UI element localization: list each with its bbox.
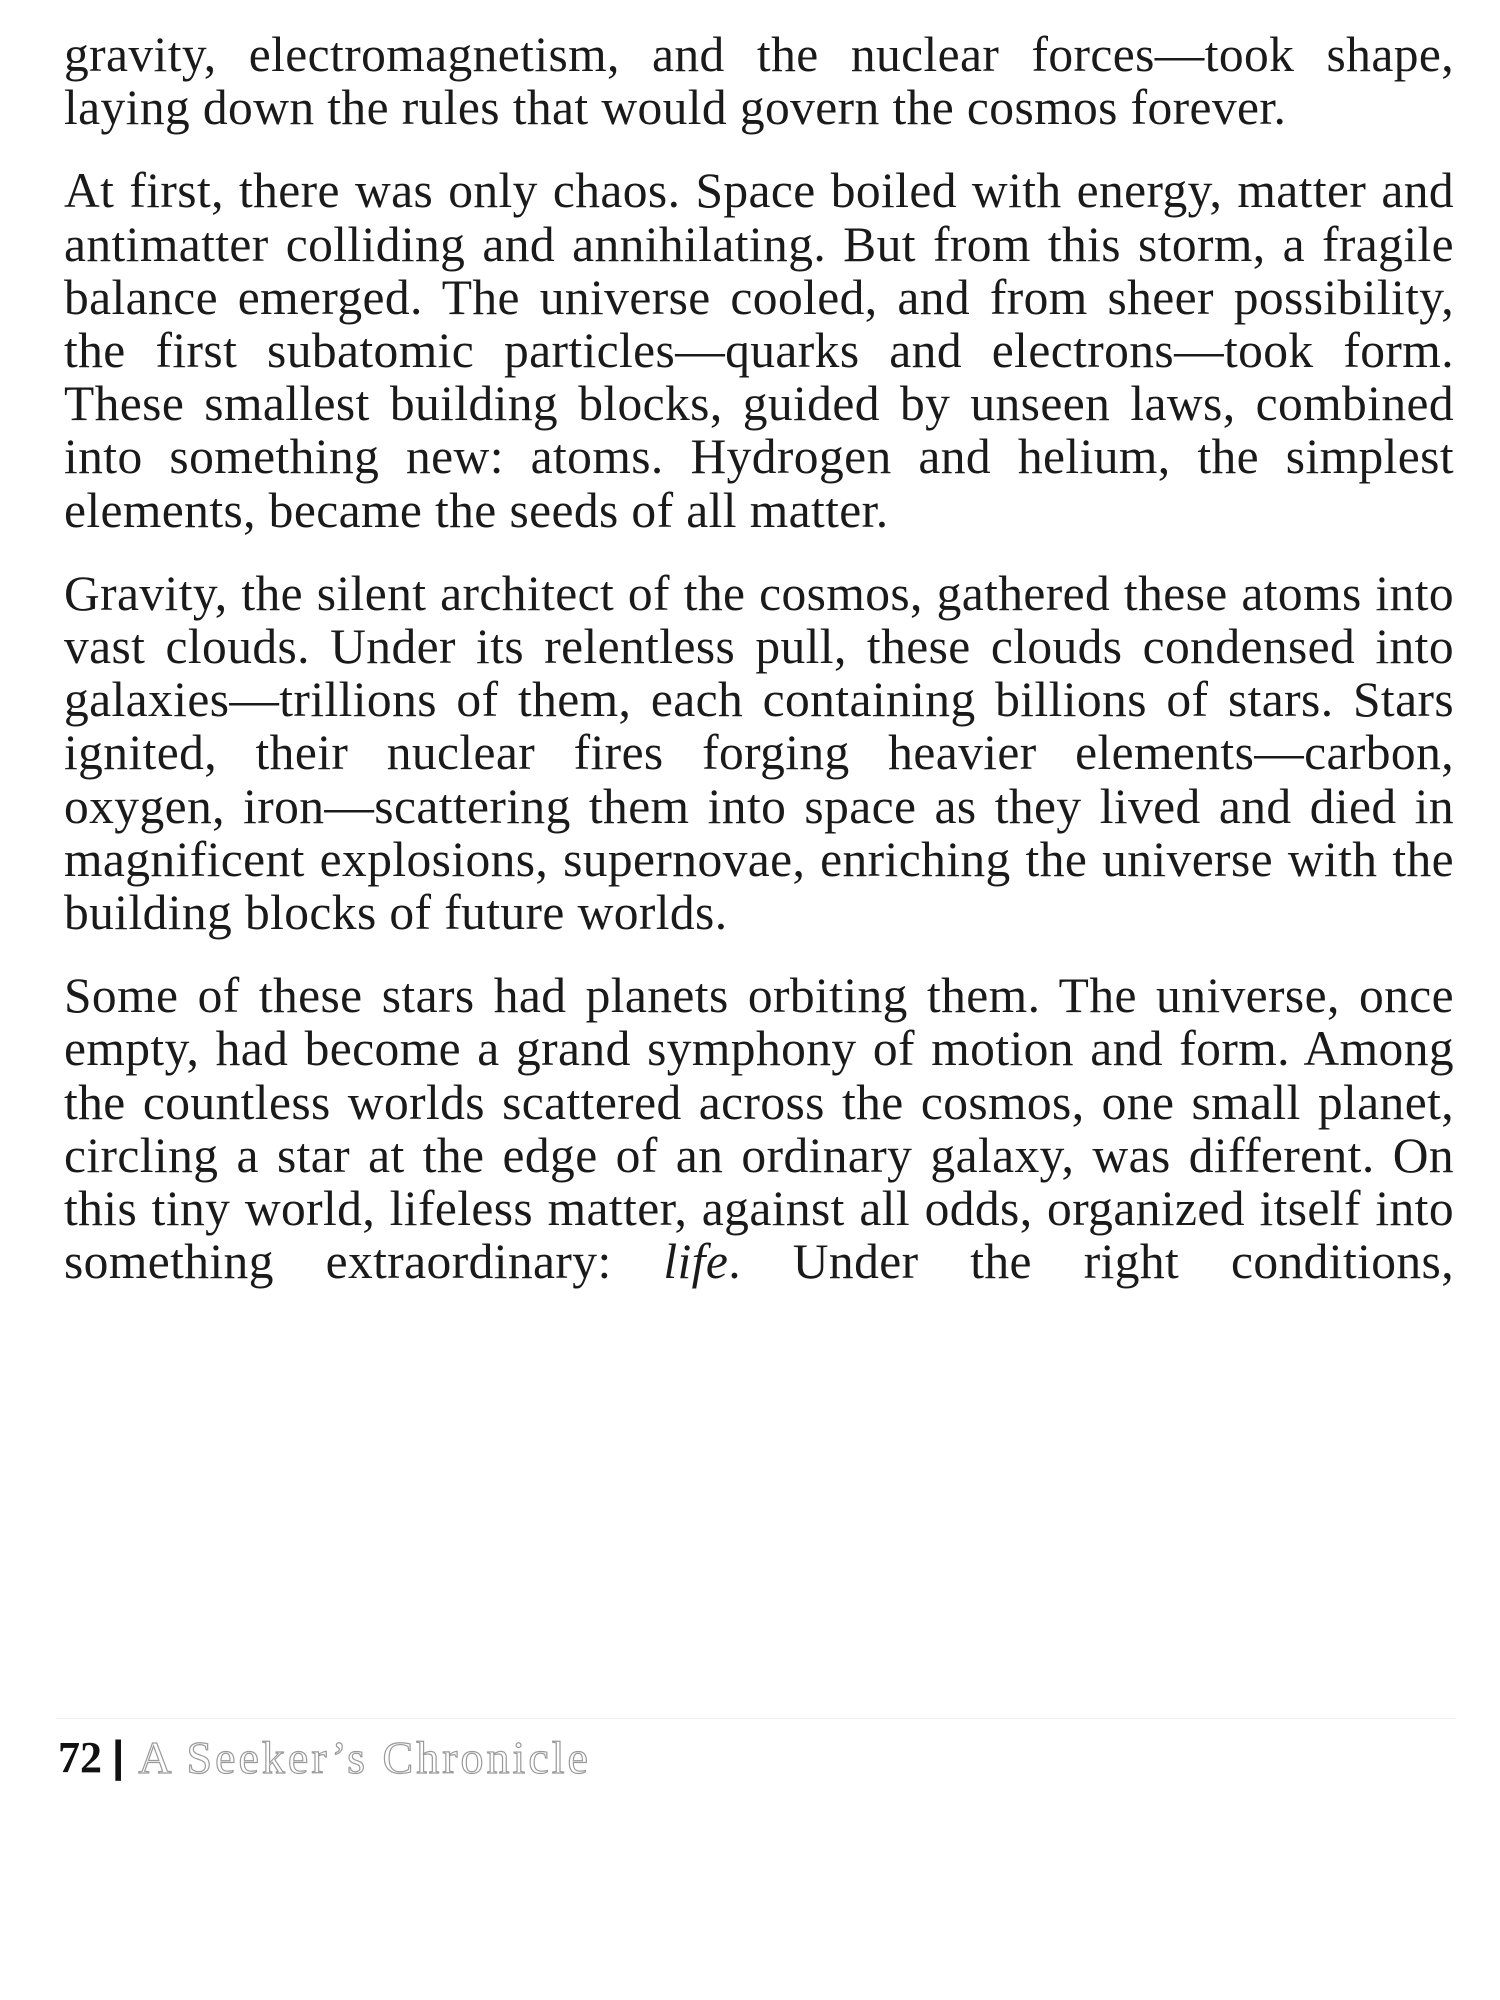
paragraph-text: Some of these stars had planets orbiting them. The universe, once empty, had become a grand symphony of motion and form. Among the countless worlds scattered across the cosmos, one small planet, circling a star at the edge of an ordinary galaxy, was different. On this tiny world, lifeless matter, against all odds, organized itself into something extraordinary: <box>64 968 1454 1290</box>
body-text <box>64 28 1454 1318</box>
paragraph <box>64 164 1454 536</box>
paragraph <box>64 28 1454 134</box>
footer-divider <box>56 1718 1456 1719</box>
italic-word: life <box>663 1234 729 1290</box>
paragraph-text-end: . Under the right conditions, <box>728 1234 1454 1290</box>
paragraph <box>64 567 1454 939</box>
paragraph-text: At first, there was only chaos. Space boiled with energy, matter and antimatter colliding and annihilating. But from this storm, a fragile balance emerged. The universe cooled, and from sheer possibility, the first subatomic particles—quarks and electrons—took form. These smallest building blocks, guided by unseen laws, combined into something new: atoms. Hydrogen and helium, the simplest elements, became the seeds of all matter. <box>64 163 1454 538</box>
page-number: 72 <box>58 1732 102 1782</box>
page-footer <box>58 1722 591 1792</box>
footer-separator: | <box>112 1732 125 1781</box>
paragraph-text: gravity, electromagnetism, and the nuclear forces—took shape, laying down the rules that would govern the cosmos forever. <box>64 27 1454 136</box>
paragraph <box>64 969 1454 1288</box>
paragraph-text: Gravity, the silent architect of the cosmos, gathered these atoms into vast clouds. Under its relentless pull, these clouds condensed into galaxies—trillions of them, each containing billions of stars. Stars ignited, their nuclear fires forging heavier elements—carbon, oxygen, iron—scattering them into space as they lived and died in magnificent explosions, supernovae, enriching the universe with the building blocks of future worlds. <box>64 565 1454 941</box>
book-title: A Seeker’s Chronicle <box>138 1731 591 1783</box>
